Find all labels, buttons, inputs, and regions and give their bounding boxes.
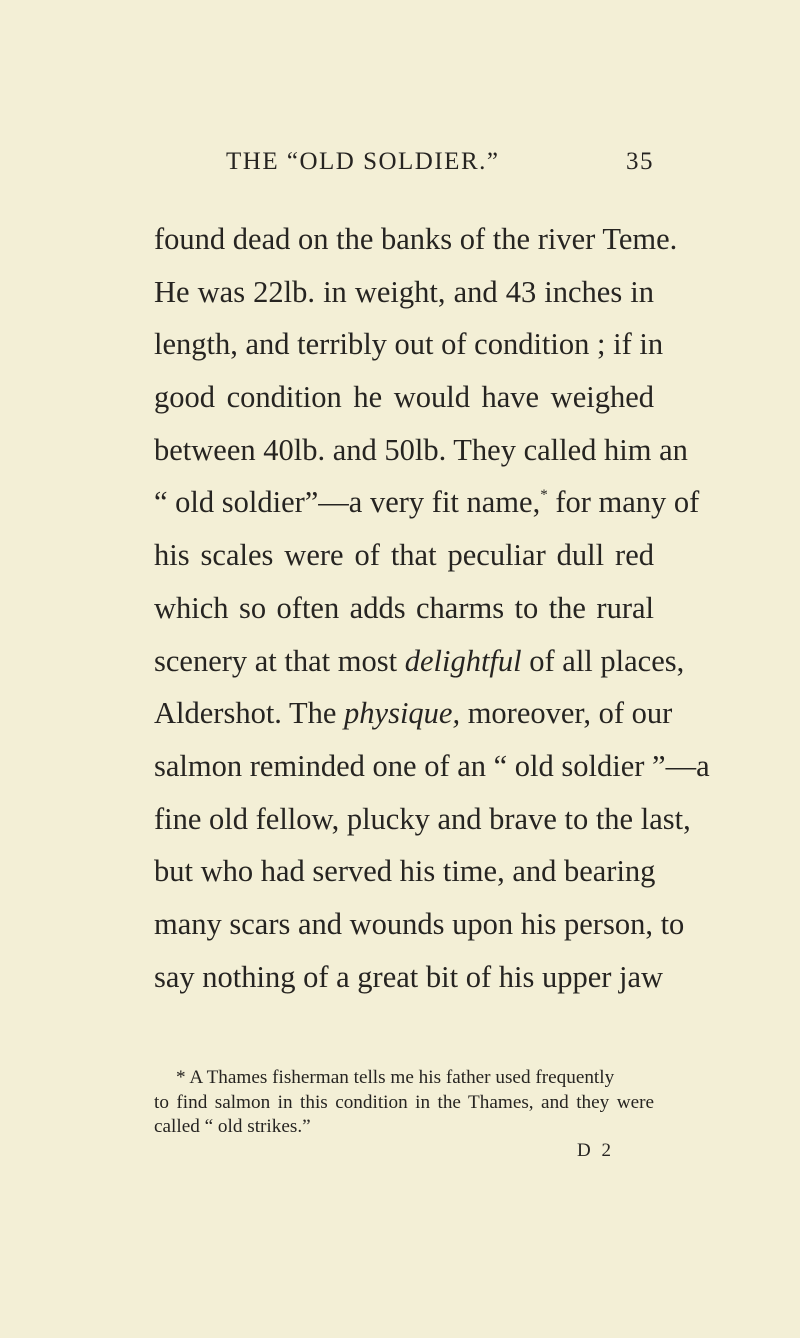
signature-mark: D 2 [577, 1140, 614, 1161]
text-line [154, 635, 685, 688]
text-segment: Aldershot. The [154, 696, 345, 731]
text-segment: moreover, of our [460, 696, 673, 731]
text-line: his scales were of that peculiar dull red [154, 538, 654, 573]
text-line: He was 22lb. in weight, and 43 inches in [154, 274, 654, 309]
footnote-line: called “ old strikes.” [154, 1116, 311, 1137]
page-header [226, 148, 654, 182]
text-segment: scenery at that most [154, 643, 405, 678]
footnote-line: * A Thames fisherman tells me his father used frequently [176, 1067, 615, 1088]
footnote-marker: * [540, 487, 548, 504]
body-text [154, 213, 710, 1003]
text-line: found dead on the banks of the river Teme. [154, 222, 678, 256]
footnote [154, 1066, 654, 1140]
text-line [154, 687, 673, 740]
running-title: THE “OLD SOLDIER.” [226, 148, 500, 175]
text-line: many scars and wounds upon his person, to [154, 906, 685, 941]
text-line: but who had served his time, and bearing [154, 854, 656, 889]
text-line: length, and terribly out of condition ; if in [154, 327, 664, 362]
text-line [154, 476, 700, 529]
text-segment: for many of [547, 485, 700, 520]
text-line: salmon reminded one of an “ old soldier ”—a [154, 748, 710, 783]
text-line: between 40lb. and 50lb. They called him an [154, 432, 688, 467]
italic-text: physique, [344, 696, 461, 731]
text-line: say nothing of a great bit of his upper jaw [154, 959, 664, 994]
page-number: 35 [626, 148, 654, 175]
text-line: fine old fellow, plucky and brave to the last, [154, 801, 691, 836]
italic-text: delightful [404, 643, 522, 678]
text-segment: “ old soldier”—a very fit name, [154, 485, 541, 520]
text-line: good condition he would have weighed [154, 380, 654, 415]
text-line: which so often adds charms to the rural [154, 590, 654, 625]
text-segment: of all places, [521, 643, 685, 678]
footnote-line: to find salmon in this condition in the Thames, and they were [154, 1091, 654, 1113]
